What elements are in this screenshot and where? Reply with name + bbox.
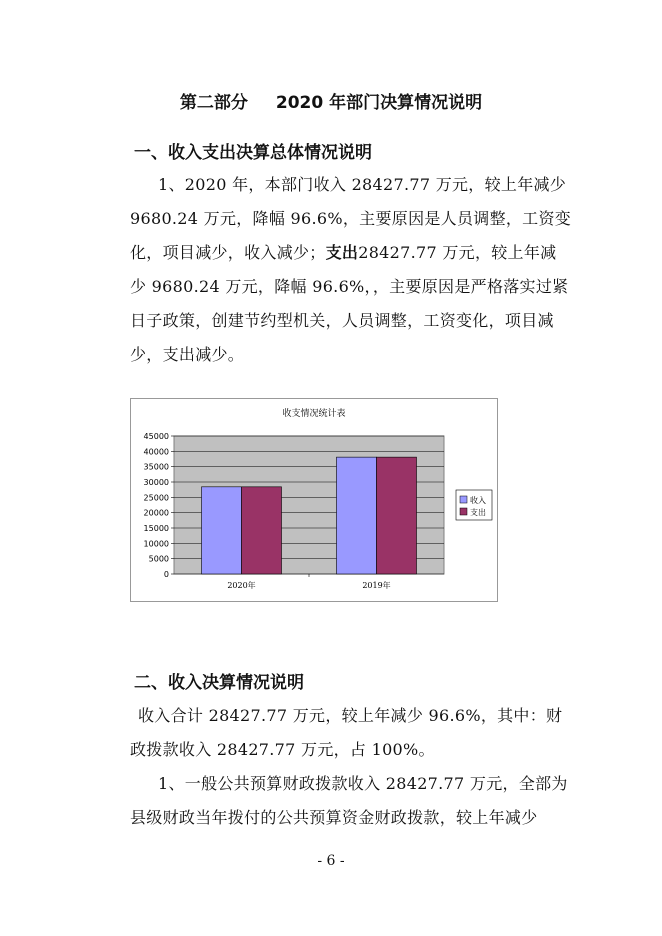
y-tick-label: 40000 [143,447,169,457]
bar [337,457,377,574]
paragraph-line: 少，支出减少。 [130,345,245,364]
page-title [0,88,662,113]
paragraph-text: 化，项目减少，收入减少； [130,243,326,262]
legend-label: 收入 [470,496,486,505]
bar [377,457,417,574]
y-tick-label: 20000 [143,508,169,518]
paragraph-text: 28427.77 万元，较上年减 [358,243,557,262]
paragraph-line: 9680.24 万元，降幅 96.6%，主要原因是人员调整，工资变 [130,209,572,228]
x-tick-label: 2019年 [362,581,391,590]
y-tick-label: 25000 [143,493,169,503]
legend-swatch [460,508,467,515]
page-number: - 6 - [317,853,345,869]
legend-swatch [460,496,467,503]
paragraph-line: 1、一般公共预算财政拨款收入 28427.77 万元，全部为 [158,774,568,793]
y-tick-label: 5000 [148,554,169,564]
income-expense-chart [130,398,498,602]
y-tick-label: 15000 [143,524,169,533]
y-tick-label: 10000 [143,539,169,549]
title-text: 2020 年部门决算情况说明 [275,93,483,113]
y-tick-label: 30000 [143,478,169,487]
section-heading-1: 一、收入支出决算总体情况说明 [134,143,372,163]
y-tick-label: 0 [163,570,169,579]
y-tick-label: 35000 [143,462,169,472]
chart-title: 收支情况统计表 [282,409,346,419]
chart-svg [130,398,498,602]
paragraph-line: 县级财政当年拨付的公共预算资金财政拨款，较上年减少 [130,808,538,827]
x-tick-label: 2020年 [227,581,256,590]
bar [242,487,282,574]
bold-word: 支出 [325,243,359,262]
paragraph-line [130,240,556,263]
paragraph-line: 1、2020 年，本部门收入 28427.77 万元，较上年减少 [158,175,567,194]
paragraph-line: 少 9680.24 万元，降幅 96.6%，，主要原因是严格落实过紧 [130,277,569,296]
title-part: 第二部分 [179,93,248,113]
section-heading-2: 二、收入决算情况说明 [134,673,304,693]
paragraph-line: 收入合计 28427.77 万元，较上年减少 96.6%，其中：财 [138,706,563,725]
paragraph-line: 日子政策，创建节约型机关，人员调整，工资变化，项目减 [130,311,554,330]
legend-label: 支出 [470,508,486,517]
paragraph-line: 政拨款收入 28427.77 万元，占 100%。 [130,740,435,759]
bar [202,487,242,574]
y-tick-label: 45000 [143,432,169,441]
